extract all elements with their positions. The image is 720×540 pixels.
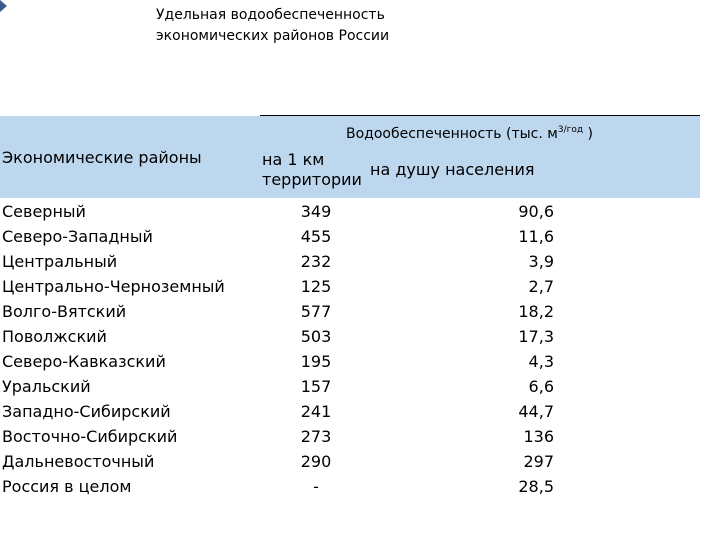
territory-cell: - [313, 477, 319, 496]
table-row [0, 399, 700, 424]
population-cell: 28,5 [518, 477, 554, 496]
table-row [0, 449, 700, 474]
region-cell: Центрально-Черноземный [2, 277, 225, 296]
page-title-line-1: Удельная водообеспеченность [156, 7, 385, 23]
population-cell: 11,6 [518, 227, 554, 246]
header-group-tail: ) [583, 126, 593, 142]
header-col-population: на душу населения [370, 160, 535, 179]
population-cell: 17,3 [518, 327, 554, 346]
table-row [0, 374, 700, 399]
population-cell: 44,7 [518, 402, 554, 421]
header-col-territory-line-1: на 1 км [262, 150, 325, 169]
population-cell: 136 [523, 427, 554, 446]
region-cell: Дальневосточный [2, 452, 155, 471]
header-col-region: Экономические районы [2, 148, 202, 167]
table-row [0, 299, 700, 324]
territory-cell: 241 [300, 402, 332, 421]
region-cell: Волго-Вятский [2, 302, 127, 321]
region-cell: Северо-Кавказский [2, 352, 166, 371]
territory-cell: 125 [300, 277, 332, 296]
region-cell: Поволжский [2, 327, 107, 346]
table-row [0, 474, 700, 499]
page-title-line-2: экономических районов России [156, 28, 390, 44]
header-group-text: Водообеспеченность (тыс. м [346, 126, 558, 142]
table-row [0, 274, 700, 299]
territory-cell: 503 [300, 327, 332, 346]
table-row [0, 424, 700, 449]
territory-cell: 577 [300, 302, 332, 321]
territory-cell: 157 [300, 377, 332, 396]
region-cell: Восточно-Сибирский [2, 427, 178, 446]
territory-cell: 232 [300, 252, 332, 271]
population-cell: 3,9 [528, 252, 554, 271]
region-cell: Западно-Сибирский [2, 402, 171, 421]
territory-cell: 349 [300, 202, 332, 221]
corner-arrow-icon [0, 0, 8, 14]
region-cell: Россия в целом [2, 477, 132, 496]
territory-cell: 455 [300, 227, 332, 246]
region-cell: Северо-Западный [2, 227, 153, 246]
territory-cell: 290 [300, 452, 332, 471]
population-cell: 18,2 [518, 302, 554, 321]
territory-cell: 195 [300, 352, 332, 371]
population-cell: 6,6 [528, 377, 554, 396]
header-col-territory-line-2: территории [262, 170, 362, 189]
header-group-unit: 3/год [557, 125, 584, 135]
population-cell: 90,6 [518, 202, 554, 221]
population-cell: 2,7 [528, 277, 554, 296]
population-cell: 297 [523, 452, 554, 471]
table-row [0, 224, 700, 249]
region-cell: Уральский [2, 377, 91, 396]
table-row [0, 349, 700, 374]
region-cell: Северный [2, 202, 86, 221]
table-row [0, 324, 700, 349]
header-group-label [346, 120, 593, 144]
table-row [0, 199, 700, 224]
table-header [0, 116, 700, 198]
population-cell: 4,3 [528, 352, 554, 371]
table-row [0, 249, 700, 274]
region-cell: Центральный [2, 252, 118, 271]
territory-cell: 273 [300, 427, 332, 446]
